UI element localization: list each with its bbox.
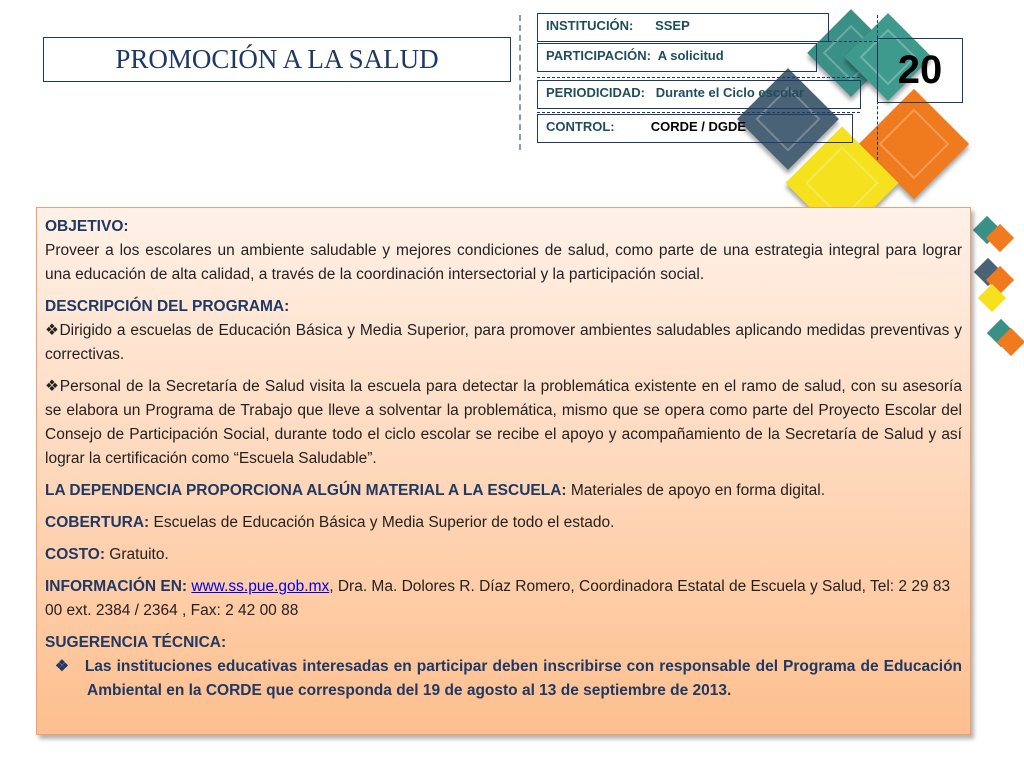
objetivo-text: Proveer a los escolares un ambiente saludable y mejores condiciones de salud, como parte de una estrategia integral para lograr una educación de alta calidad, a través de la coordinación intersectorial y la participación social. xyxy=(45,242,962,283)
bullet-icon: ❖ xyxy=(55,658,70,675)
objetivo-section xyxy=(45,215,962,287)
objetivo-heading: OBJETIVO: xyxy=(45,218,129,235)
bullet-icon: ❖ xyxy=(45,378,60,395)
participacion-field: PARTICIPACIÓN: A solicitud xyxy=(537,43,817,72)
periodicidad-field: PERIODICIDAD: Durante el Ciclo escolar xyxy=(537,80,861,109)
list-item: ❖Personal de la Secretaría de Salud visita la escuela para detectar la problemática existente en el ramo de salud, con su asesoría se elabora un Programa de Trabajo que lleve a solventar la problemática, mismo que se opera como parte del Proyecto Escolar del Consejo de Participación Social, durante todo el ciclo escolar se recibe el apoyo y acompañamiento de la Secretaría de Salud y así lograr la certificación como “Escuela Saludable”. xyxy=(45,378,962,467)
costo-section: COSTO: Gratuito. xyxy=(45,546,169,563)
material-section: LA DEPENDENCIA PROPORCIONA ALGÚN MATERIAL A LA ESCUELA: Materiales de apoyo en forma digital. xyxy=(45,482,826,499)
page-number: 20 xyxy=(877,38,963,103)
list-item: ❖Dirigido a escuelas de Educación Básica y Media Superior, para promover ambientes saludables aplicando medidas preventivas y correctivas. xyxy=(45,322,962,363)
divider xyxy=(537,41,877,42)
divider xyxy=(537,112,860,113)
sugerencia-heading: SUGERENCIA TÉCNICA: xyxy=(45,634,227,651)
cobertura-section: COBERTURA: Escuelas de Educación Básica y Media Superior de todo el estado. xyxy=(45,514,615,531)
page-title: PROMOCIÓN A LA SALUD xyxy=(43,37,511,82)
descripcion-heading: DESCRIPCIÓN DEL PROGRAMA: xyxy=(45,298,290,315)
informacion-section: INFORMACIÓN EN: www.ss.pue.gob.mx, Dra. Ma. Dolores R. Díaz Romero, Coordinadora Estatal de Escuela y Salud, Tel: 2 29 83 00 ext. 2384 / 2364 , Fax: 2 42 00 88 xyxy=(45,578,951,619)
divider xyxy=(519,15,521,150)
descripcion-section xyxy=(45,295,962,367)
bullet-icon: ❖ xyxy=(45,322,60,339)
list-item: ❖ Las instituciones educativas interesadas en participar deben inscribirse con responsable del Programa de Educación Ambiental en la CORDE que corresponda del 19 de agosto al 13 de septiembre de 2013. xyxy=(55,658,962,699)
institucion-field: INSTITUCIÓN: SSEP xyxy=(537,13,829,42)
control-field: CONTROL: CORDE / DGDE xyxy=(537,114,853,143)
program-info-box xyxy=(36,207,971,735)
divider xyxy=(537,77,860,78)
website-link[interactable]: www.ss.pue.gob.mx xyxy=(191,578,330,595)
